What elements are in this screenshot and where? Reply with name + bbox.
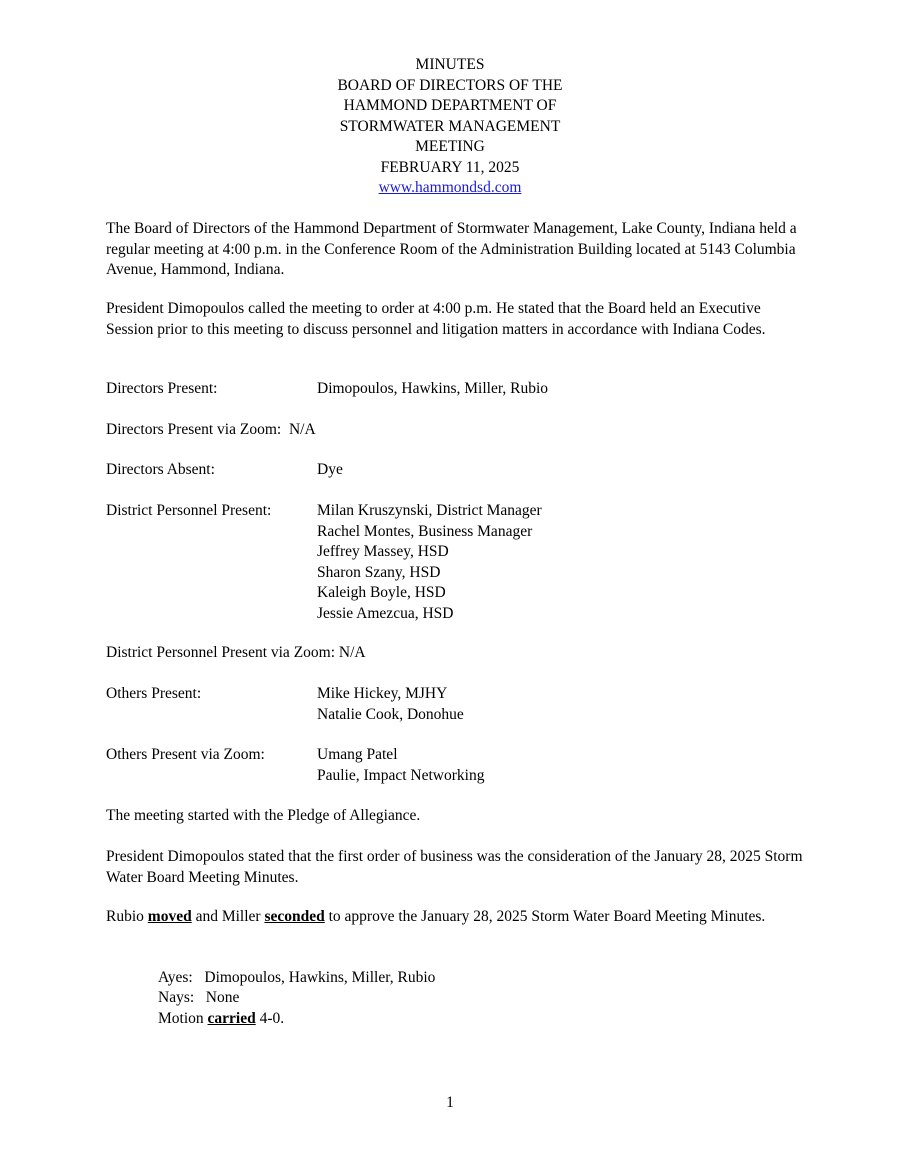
directors-zoom-value: N/A	[288, 421, 316, 438]
directors-absent-value: Dye	[317, 461, 343, 478]
header-board: BOARD OF DIRECTORS OF THE	[337, 76, 563, 94]
district-personnel-zoom-label: District Personnel Present via Zoom: N/A	[106, 644, 366, 661]
others-present-list	[317, 684, 464, 725]
vote-result: 4-0.	[259, 1010, 285, 1027]
page-number: 1	[446, 1094, 454, 1111]
motion-paragraph	[106, 907, 806, 928]
meeting-date: FEBRUARY 11, 2025	[380, 158, 520, 176]
district-personnel-zoom-value: N/A	[338, 644, 366, 661]
list-item: Rachel Montes, Business Manager	[317, 522, 533, 540]
directors-absent-label: Directors Absent:	[106, 461, 215, 478]
directors-zoom-label: Directors Present via Zoom: N/A	[106, 421, 316, 438]
list-item: Mike Hickey, MJHY	[317, 685, 448, 702]
list-item: Paulie, Impact Networking	[317, 766, 485, 784]
directors-present-value: Dimopoulos, Hawkins, Miller, Rubio	[317, 380, 549, 397]
district-personnel-label: District Personnel Present:	[106, 502, 272, 519]
call-to-order-paragraph: President Dimopoulos called the meeting to order at 4:00 p.m. He stated that the Board held an Executive Session prior to this meeting to discuss personnel and litigation matters in accordance with Indiana Codes.	[106, 300, 766, 338]
first-order-paragraph: President Dimopoulos stated that the first order of business was the consideration of the January 28, 2025 Storm Water Board Meeting Minutes.	[106, 848, 803, 886]
motion-mover: Rubio	[106, 908, 144, 925]
motion-and-text: and Miller	[195, 908, 261, 925]
header-meeting: MEETING	[415, 138, 485, 155]
list-item: Milan Kruszynski, District Manager	[317, 502, 542, 519]
list-item: Sharon Szany, HSD	[317, 563, 441, 581]
ayes-value: Dimopoulos, Hawkins, Miller, Rubio	[204, 969, 436, 986]
seconded-keyword: seconded	[264, 908, 325, 925]
others-zoom-list	[317, 745, 484, 786]
nays-value: None	[205, 989, 240, 1006]
document-header	[0, 55, 900, 199]
website-link[interactable]: www.hammondsd.com	[378, 179, 522, 196]
others-zoom-label: Others Present via Zoom:	[106, 746, 265, 763]
list-item: Kaleigh Boyle, HSD	[317, 584, 446, 601]
header-stormwater: STORMWATER MANAGEMENT	[339, 117, 561, 135]
list-item: Natalie Cook, Donohue	[317, 705, 464, 723]
directors-present-label: Directors Present:	[106, 380, 218, 397]
district-personnel-list	[317, 501, 542, 624]
carried-keyword: carried	[207, 1010, 256, 1027]
nays-label: Nays:	[158, 989, 195, 1006]
list-item: Jeffrey Massey, HSD	[317, 543, 449, 560]
list-item: Umang Patel	[317, 746, 398, 763]
header-department: HAMMOND DEPARTMENT OF	[343, 97, 557, 114]
motion-rest: to approve the January 28, 2025 Storm Water Board Meeting Minutes.	[328, 908, 766, 925]
motion-label: Motion	[158, 1010, 204, 1027]
vote-ayes-row	[158, 968, 435, 989]
intro-paragraph: The Board of Directors of the Hammond Department of Stormwater Management, Lake County, Indiana held a regular meeting at 4:00 p.m. in the Conference Room of the Administration Building located at 5143 Columbia Avenue, Hammond, Indiana.	[106, 220, 797, 278]
header-title: MINUTES	[415, 56, 485, 73]
list-item: Jessie Amezcua, HSD	[317, 604, 454, 622]
moved-keyword: moved	[147, 908, 192, 925]
pledge-paragraph: The meeting started with the Pledge of Allegiance.	[106, 807, 421, 824]
ayes-label: Ayes:	[158, 969, 193, 986]
vote-nays-row	[158, 988, 239, 1009]
vote-result-row	[158, 1009, 284, 1030]
others-present-label: Others Present:	[106, 685, 202, 702]
